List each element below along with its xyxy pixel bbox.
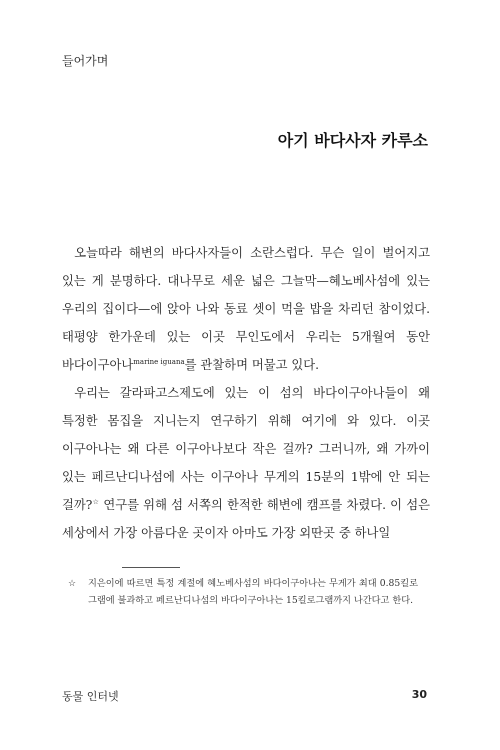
paragraph-2-text-end: 연구를 위해 섬 서쪽의 한적한 해변에 캠프를 차렸다. 이 섬은 세상에서 가장 아름다운 곳이자 아마도 가장 외딴곳 중 하나일 — [62, 498, 430, 540]
footnote-mark: ☆ — [68, 578, 77, 589]
chapter-title: 아기 바다사자 카루소 — [277, 131, 428, 150]
footnote-reference-mark: ☆ — [92, 497, 100, 506]
gloss-marine-iguana: marine iguana — [133, 357, 185, 366]
body-text — [62, 239, 430, 547]
paragraph-1-text: 오늘따라 해변의 바다사자들이 소란스럽다. 무슨 일이 벌어지고 있는 게 분명하다. 대나무로 세운 넓은 그늘막—혜노베사섬에 있는 우리의 집이다—에 앉아 나와 동료 셋이 먹을 밥을 차리던 참이었다. 태평양 한가운데 있는 이곳 무인도에서 우리는 5개월여 동안 바다이구아나 — [62, 246, 430, 372]
footnote-text: 지은이에 따르면 특정 계절에 혜노베사섬의 바다이구아나는 무게가 최대 0.85킬로그램에 불과하고 페르난디나섬의 바다이구아나는 15킬로그램까지 나간다고 한다. — [88, 578, 418, 606]
section-label: 들어가며 — [62, 54, 109, 68]
running-footer-book-title: 동물 인터넷 — [62, 690, 119, 703]
page-number: 30 — [411, 688, 427, 701]
footnote — [68, 575, 418, 609]
footnote-divider — [122, 567, 180, 568]
paragraph-1-text-end: 를 관찰하며 머물고 있다. — [184, 358, 320, 372]
paragraph-1 — [62, 239, 430, 379]
paragraph-2 — [62, 379, 430, 547]
paragraph-2-text: 우리는 갈라파고스제도에 있는 이 섬의 바다이구아나들이 왜 특정한 몸집을 지니는지 연구하기 위해 여기에 와 있다. 이곳 이구아나는 왜 다른 이구아나보다 작은 걸까? 그러니까, 왜 가까이 있는 페르난디나섬에 사는 이구아나 무게의 15분의 1밖에 안 되는 걸까? — [62, 386, 430, 512]
